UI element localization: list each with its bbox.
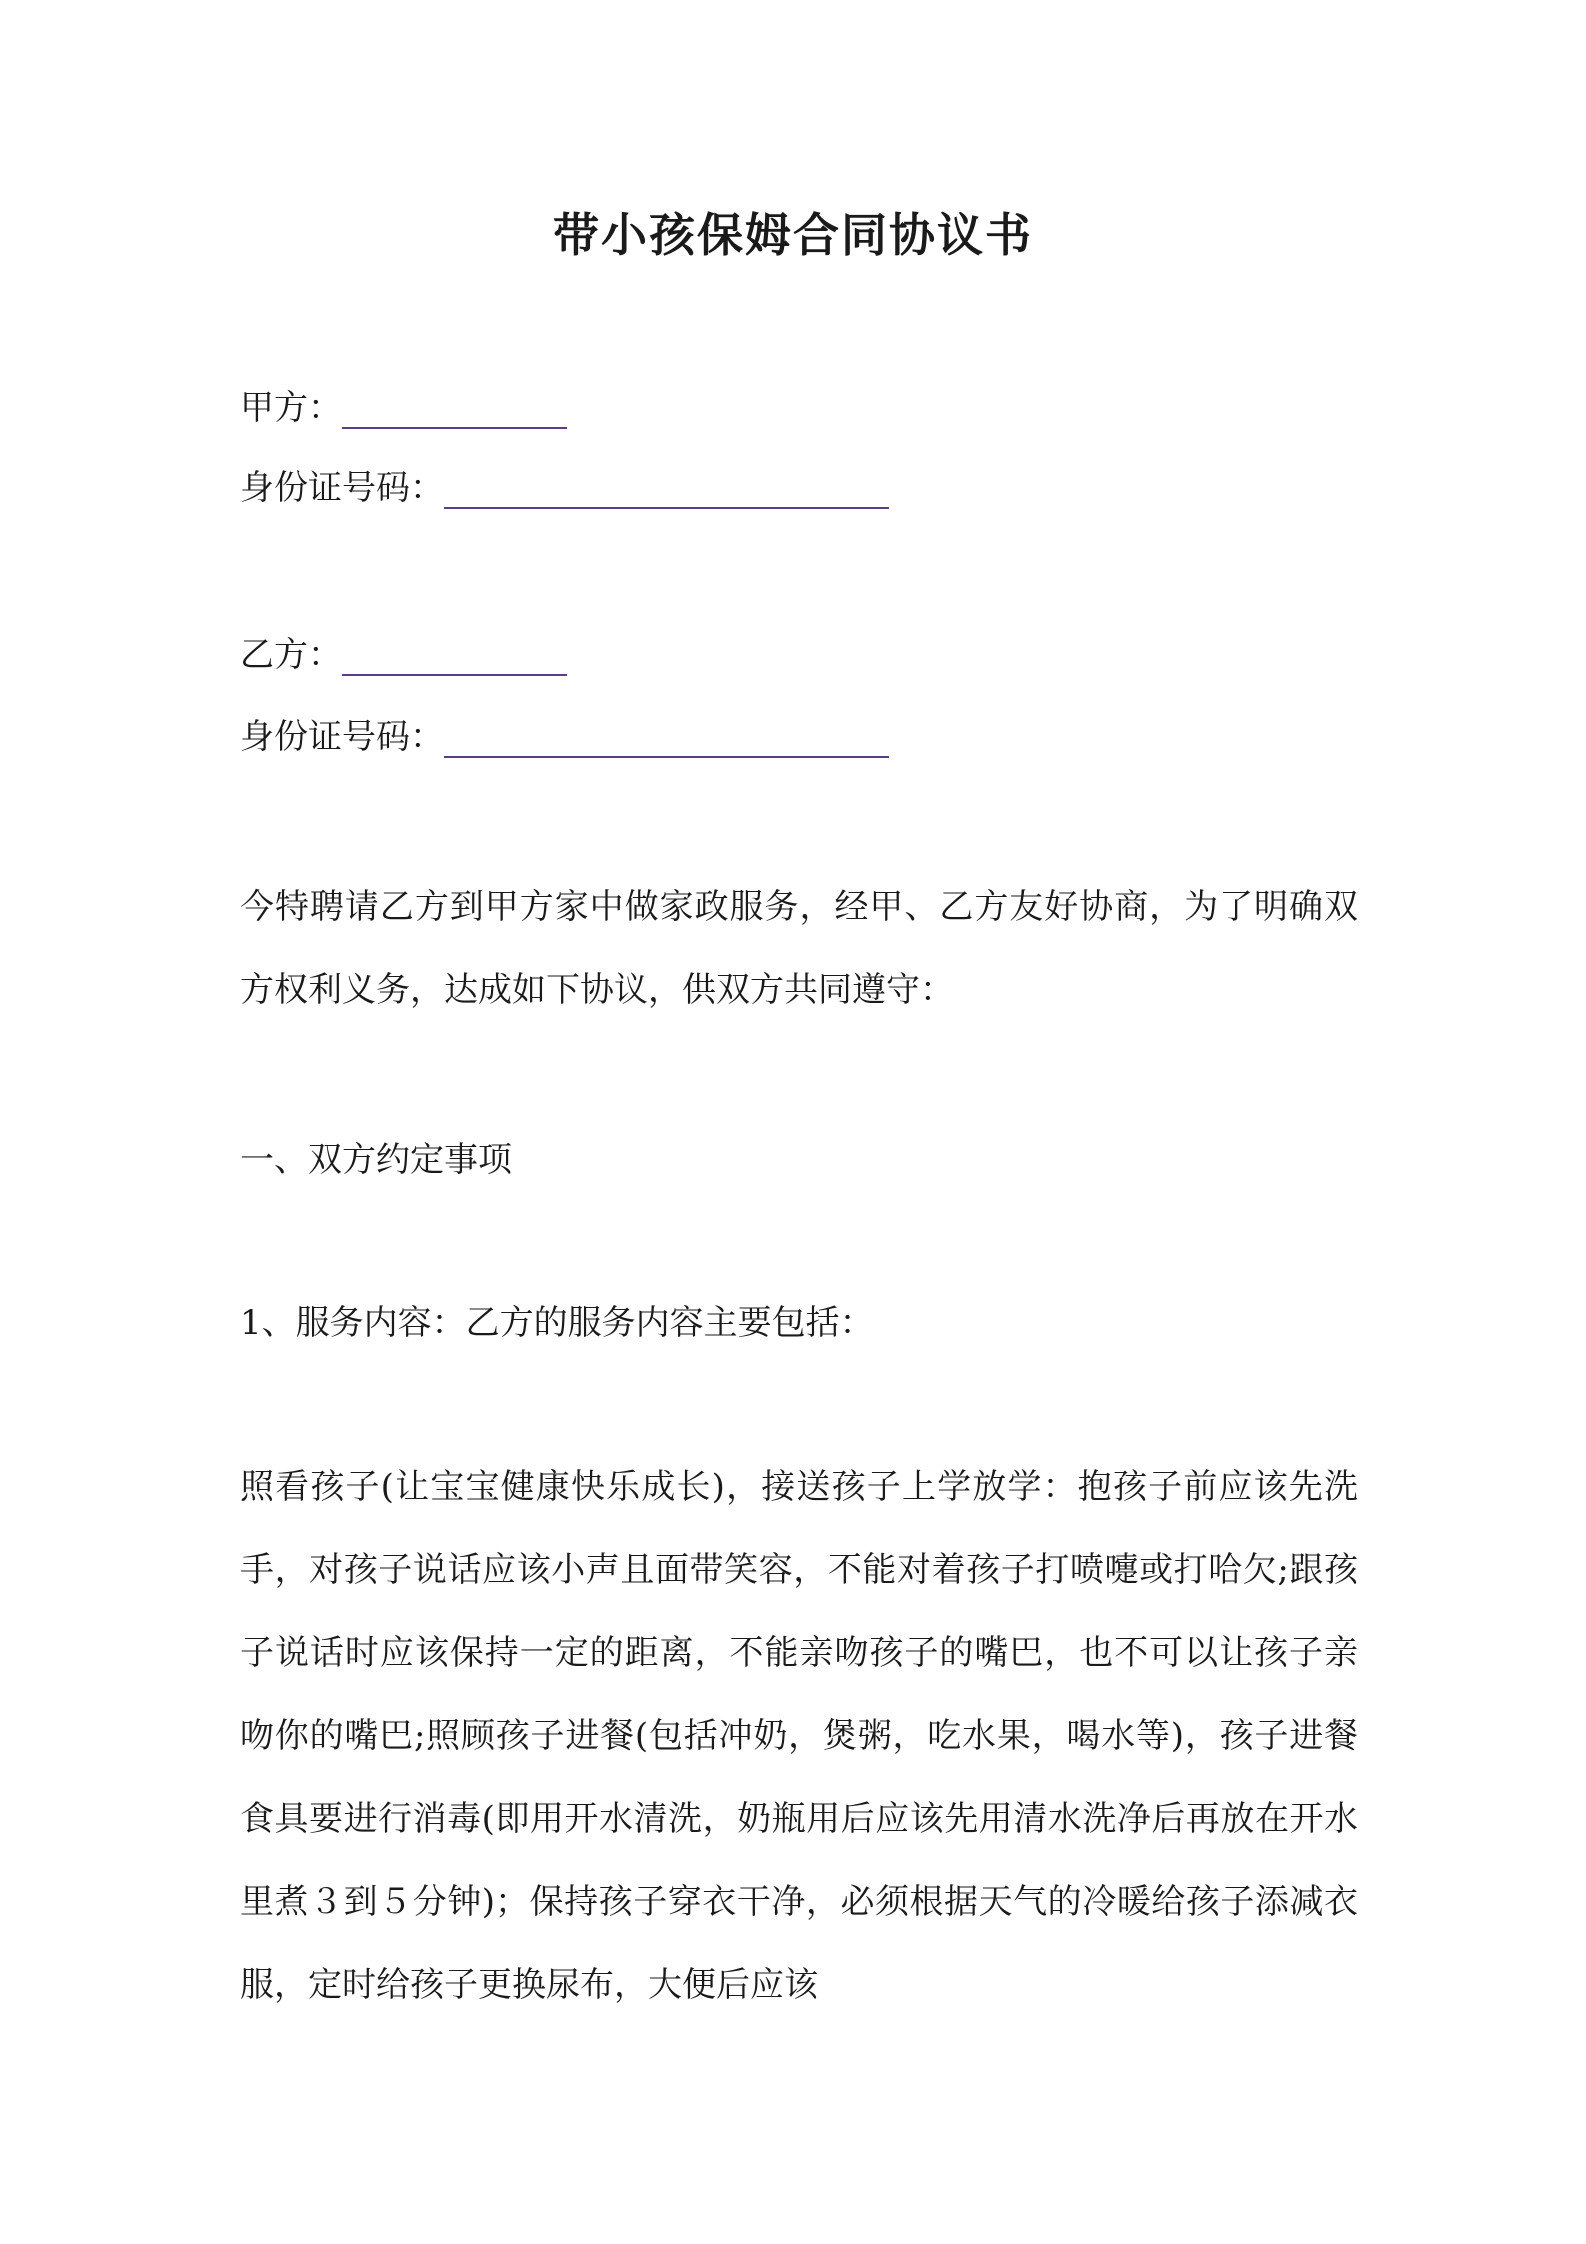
party-b-id-label: 身份证号码： [240, 717, 444, 757]
party-b-id-field [240, 712, 889, 762]
party-a-label: 甲方： [240, 388, 342, 428]
intro-paragraph: 今特聘请乙方到甲方家中做家政服务，经甲、乙方友好协商，为了明确双方权利义务，达成如下协议，供双方共同遵守： [240, 887, 1358, 1010]
party-a-name-blank[interactable] [342, 389, 567, 429]
party-b-field [240, 630, 567, 680]
party-a-id-blank[interactable] [444, 469, 889, 509]
party-b-name-blank[interactable] [342, 636, 567, 676]
item-1-body: 照看孩子(让宝宝健康快乐成长)，接送孩子上学放学：抱孩子前应该先洗手，对孩子说话应该小声且面带笑容，不能对着孩子打喷嚏或打哈欠;跟孩子说话时应该保持一定的距离，不能亲吻孩子的嘴巴，也不可以让孩子亲吻你的嘴巴;照顾孩子进餐(包括冲奶，煲粥，吃水果，喝水等)，孩子进餐食具要进行消毒(即用开水清洗，奶瓶用后应该先用清水洗净后再放在开水里煮３到５分钟)；保持孩子穿衣干净，必须根据天气的冷暖给孩子添减衣服，定时给孩子更换尿布，大便后应该 [240, 1467, 1358, 2005]
document-title: 带小孩保姆合同协议书 [553, 208, 1033, 262]
party-b-label: 乙方： [240, 635, 342, 675]
party-a-id-field [240, 463, 889, 513]
party-a-id-label: 身份证号码： [240, 468, 444, 508]
section-1-heading: 一、双方约定事项 [240, 1140, 512, 1180]
party-b-id-blank[interactable] [444, 718, 889, 758]
item-1-heading: 1、服务内容：乙方的服务内容主要包括： [240, 1303, 874, 1343]
party-a-field [240, 383, 567, 433]
